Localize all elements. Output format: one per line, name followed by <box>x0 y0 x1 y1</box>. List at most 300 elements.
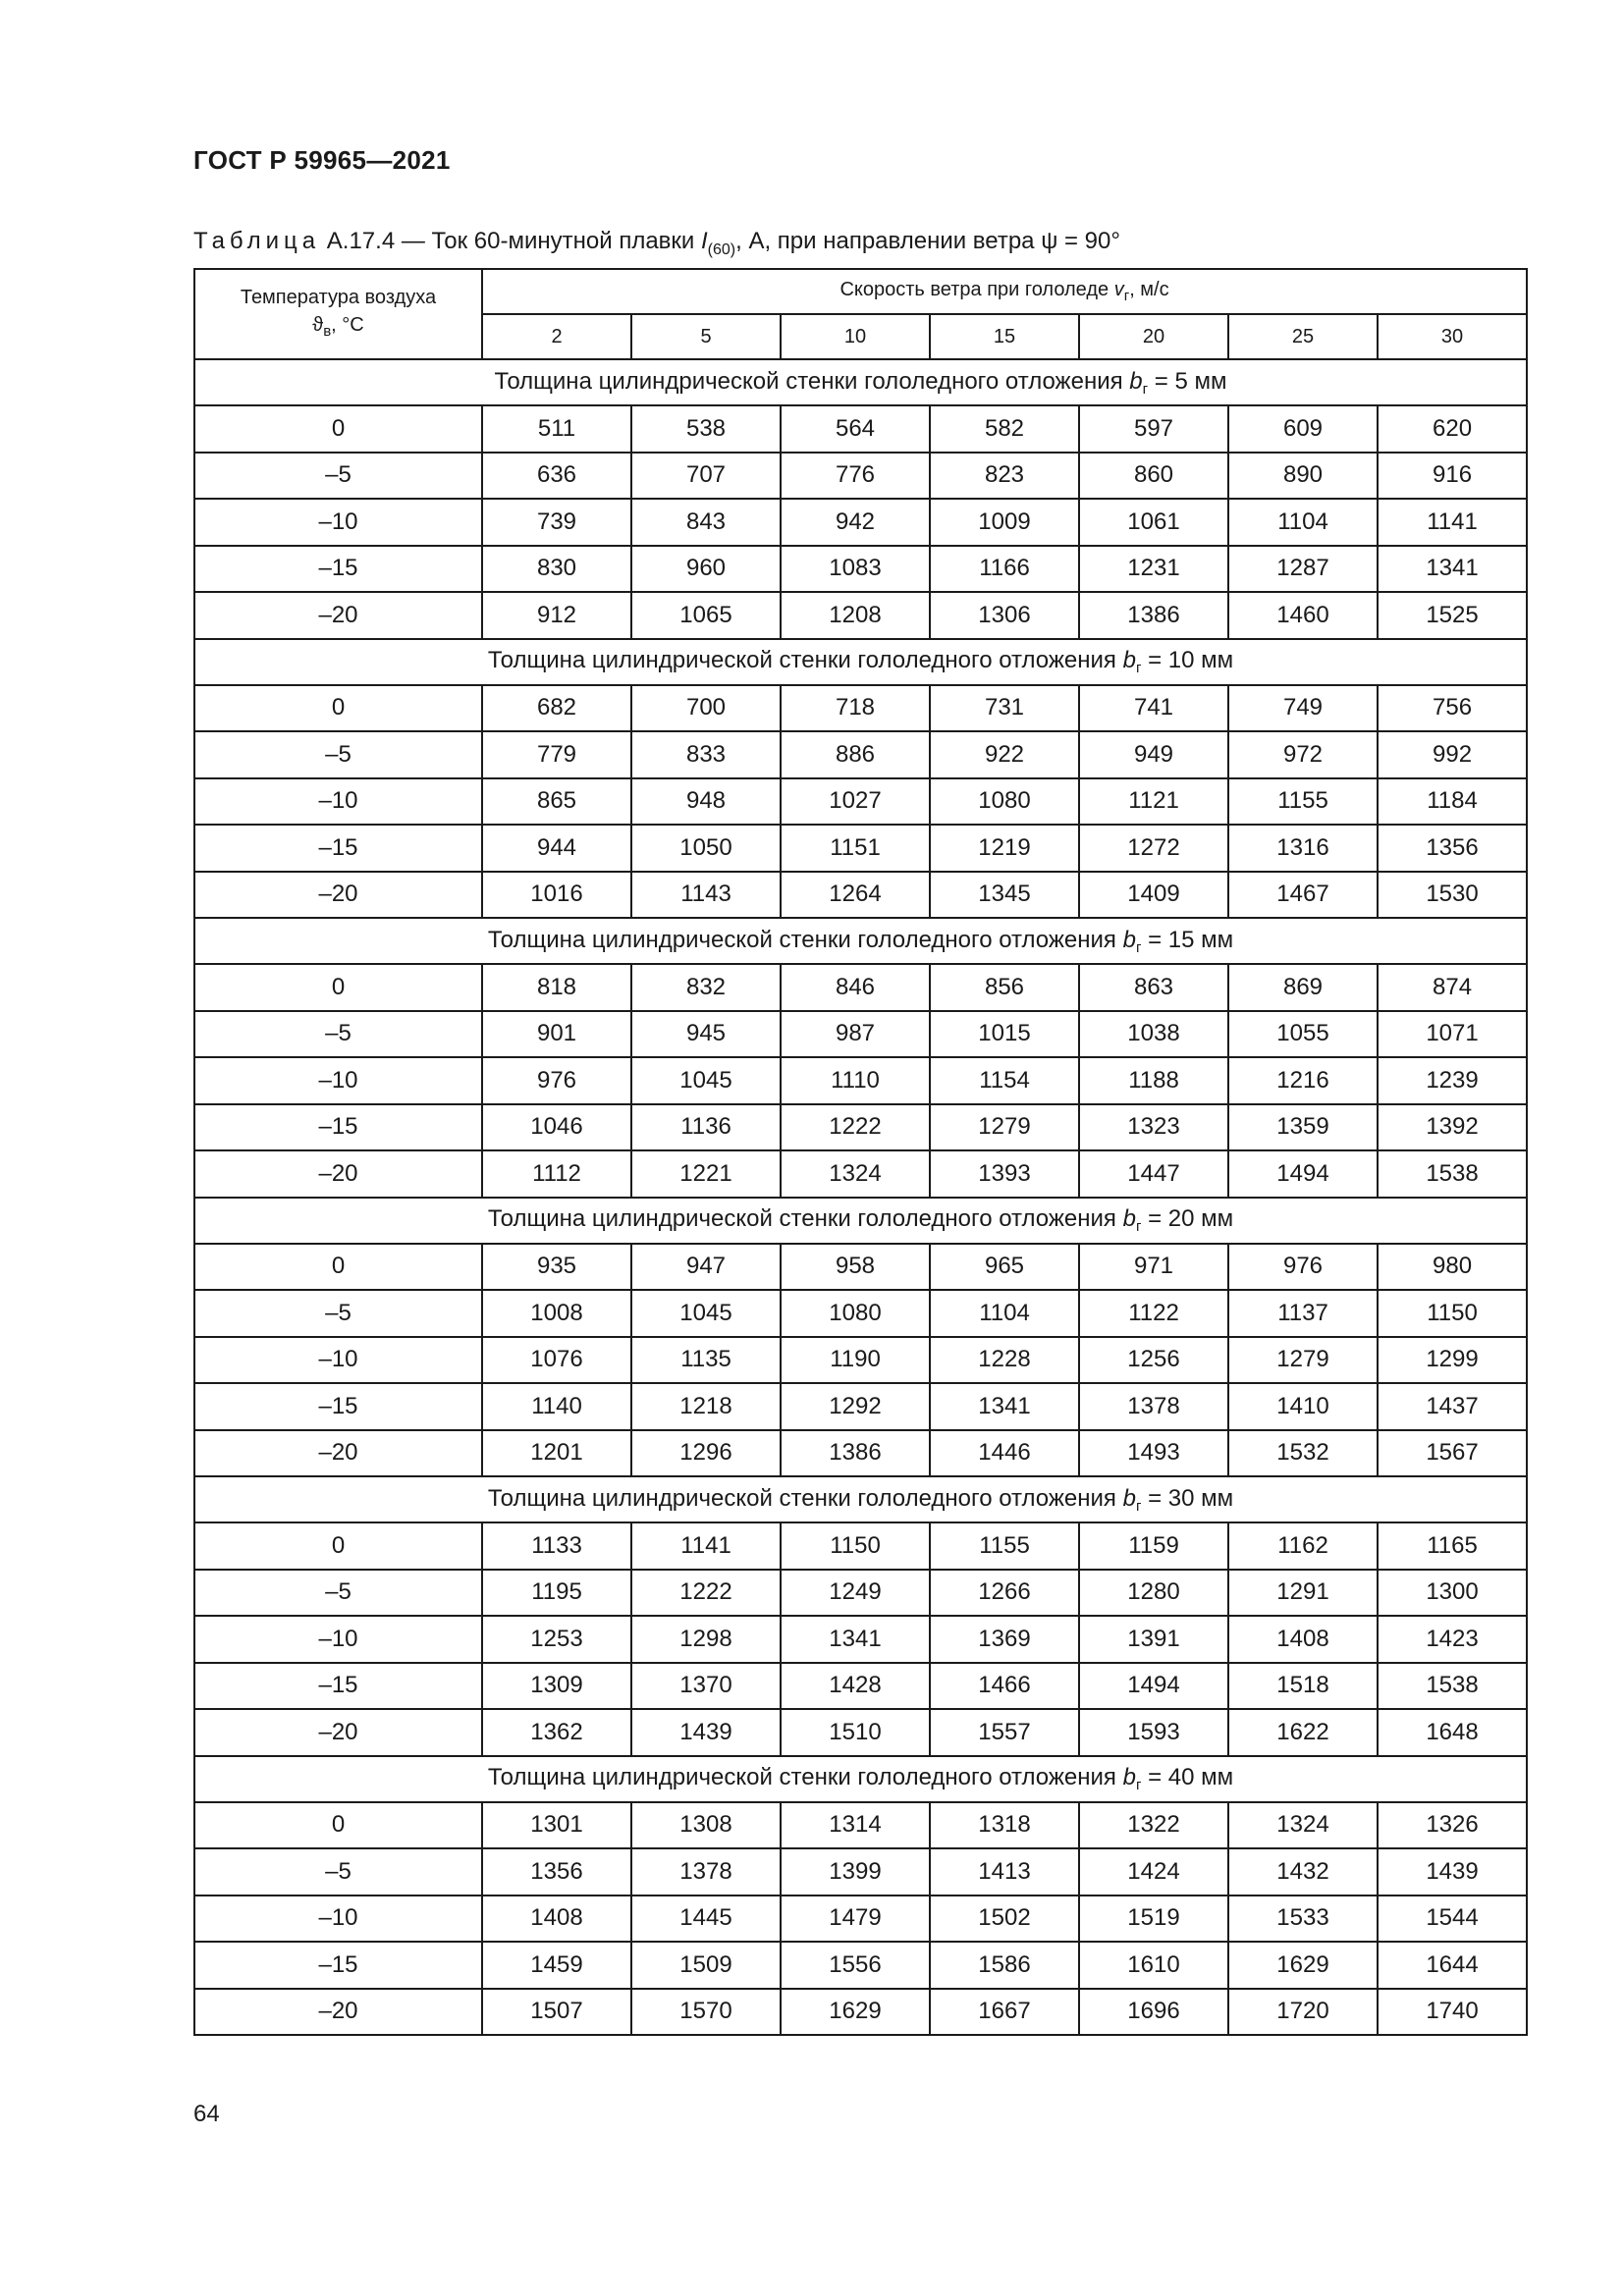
table-row <box>194 1802 1527 1849</box>
current-value-cell: 609 <box>1228 405 1378 453</box>
current-value-cell: 1362 <box>482 1709 631 1756</box>
table-row <box>194 1290 1527 1337</box>
current-value-cell: 1479 <box>781 1896 930 1943</box>
temperature-cell: –15 <box>194 546 482 593</box>
table-row <box>194 872 1527 919</box>
current-value-cell: 1292 <box>781 1383 930 1430</box>
current-value-cell: 1323 <box>1079 1104 1228 1151</box>
current-value-cell: 1445 <box>631 1896 781 1943</box>
current-value-cell: 1322 <box>1079 1802 1228 1849</box>
speed-column-header: 25 <box>1228 314 1378 359</box>
current-table <box>193 268 1528 2036</box>
group-header-cell <box>194 1476 1527 1522</box>
temperature-header-unit: , °C <box>331 313 364 336</box>
current-value-cell: 972 <box>1228 731 1378 778</box>
table-row <box>194 1057 1527 1104</box>
table-row <box>194 453 1527 500</box>
current-value-cell: 1314 <box>781 1802 930 1849</box>
group-value: = 20 мм <box>1141 1205 1234 1232</box>
current-value-cell: 1318 <box>930 1802 1079 1849</box>
current-value-cell: 1432 <box>1228 1848 1378 1896</box>
current-value-cell: 739 <box>482 499 631 546</box>
current-value-cell: 1222 <box>781 1104 930 1151</box>
current-value-cell: 1104 <box>930 1290 1079 1337</box>
current-value-cell: 1299 <box>1378 1337 1527 1384</box>
group-header-row <box>194 639 1527 685</box>
current-value-cell: 1408 <box>482 1896 631 1943</box>
speed-header-sub: г <box>1123 288 1130 304</box>
current-value-cell: 1667 <box>930 1989 1079 2036</box>
group-label: Толщина цилиндрической стенки гололедного отложения <box>487 1764 1123 1790</box>
caption-label: Таблица <box>193 228 321 254</box>
temperature-cell: 0 <box>194 1244 482 1291</box>
current-value-cell: 1518 <box>1228 1663 1378 1710</box>
current-value-cell: 1188 <box>1079 1057 1228 1104</box>
temperature-cell: 0 <box>194 405 482 453</box>
temperature-cell: –15 <box>194 1104 482 1151</box>
group-value: = 30 мм <box>1141 1484 1234 1512</box>
current-value-cell: 1112 <box>482 1150 631 1198</box>
current-value-cell: 1538 <box>1378 1150 1527 1198</box>
current-value-cell: 901 <box>482 1011 631 1058</box>
current-value-cell: 1544 <box>1378 1896 1527 1943</box>
current-value-cell: 1586 <box>930 1942 1079 1989</box>
caption-text-after: , А, при направлении ветра ψ = 90° <box>735 228 1120 254</box>
temperature-cell: –10 <box>194 1337 482 1384</box>
current-value-cell: 1279 <box>1228 1337 1378 1384</box>
temperature-cell: –15 <box>194 825 482 872</box>
current-value-cell: 741 <box>1079 685 1228 732</box>
temperature-cell: –10 <box>194 1057 482 1104</box>
current-value-cell: 1208 <box>781 592 930 639</box>
current-value-cell: 756 <box>1378 685 1527 732</box>
current-value-cell: 597 <box>1079 405 1228 453</box>
current-value-cell: 1249 <box>781 1570 930 1617</box>
current-value-cell: 846 <box>781 964 930 1011</box>
current-value-cell: 1264 <box>781 872 930 919</box>
current-value-cell: 1065 <box>631 592 781 639</box>
speed-column-header: 30 <box>1378 314 1527 359</box>
current-value-cell: 1009 <box>930 499 1079 546</box>
current-value-cell: 935 <box>482 1244 631 1291</box>
speed-column-header: 10 <box>781 314 930 359</box>
current-value-cell: 823 <box>930 453 1079 500</box>
group-symbol-sub: г <box>1142 380 1149 398</box>
current-value-cell: 1494 <box>1079 1663 1228 1710</box>
group-label: Толщина цилиндрической стенки гололедного отложения <box>487 1205 1123 1232</box>
current-value-cell: 1045 <box>631 1290 781 1337</box>
current-value-cell: 1046 <box>482 1104 631 1151</box>
current-value-cell: 1150 <box>1378 1290 1527 1337</box>
group-header-row <box>194 918 1527 964</box>
current-value-cell: 1166 <box>930 546 1079 593</box>
current-value-cell: 976 <box>1228 1244 1378 1291</box>
temperature-header-symbol: ϑ <box>312 313 324 336</box>
current-value-cell: 1184 <box>1378 778 1527 826</box>
current-value-cell: 863 <box>1079 964 1228 1011</box>
group-header-cell <box>194 1198 1527 1244</box>
current-value-cell: 749 <box>1228 685 1378 732</box>
group-header-cell <box>194 1756 1527 1802</box>
temperature-cell: –5 <box>194 731 482 778</box>
temperature-cell: 0 <box>194 964 482 1011</box>
temperature-cell: 0 <box>194 1522 482 1570</box>
temperature-cell: –15 <box>194 1663 482 1710</box>
group-value: = 5 мм <box>1148 367 1227 395</box>
current-value-cell: 1055 <box>1228 1011 1378 1058</box>
current-value-cell: 731 <box>930 685 1079 732</box>
table-row <box>194 1383 1527 1430</box>
current-value-cell: 912 <box>482 592 631 639</box>
current-value-cell: 1439 <box>1378 1848 1527 1896</box>
current-value-cell: 1740 <box>1378 1989 1527 2036</box>
current-value-cell: 1423 <box>1378 1616 1527 1663</box>
group-symbol: b <box>1122 1205 1136 1232</box>
current-value-cell: 1015 <box>930 1011 1079 1058</box>
document-header: ГОСТ Р 59965—2021 <box>193 145 451 175</box>
current-value-cell: 1466 <box>930 1663 1079 1710</box>
current-value-cell: 1386 <box>1079 592 1228 639</box>
current-value-cell: 947 <box>631 1244 781 1291</box>
speed-column-header: 5 <box>631 314 781 359</box>
temperature-cell: –20 <box>194 872 482 919</box>
current-value-cell: 1326 <box>1378 1802 1527 1849</box>
current-value-cell: 1648 <box>1378 1709 1527 1756</box>
current-value-cell: 1570 <box>631 1989 781 2036</box>
current-value-cell: 942 <box>781 499 930 546</box>
current-value-cell: 1629 <box>1228 1942 1378 1989</box>
current-value-cell: 1218 <box>631 1383 781 1430</box>
table-row <box>194 778 1527 826</box>
current-value-cell: 1424 <box>1079 1848 1228 1896</box>
current-value-cell: 1008 <box>482 1290 631 1337</box>
speed-column-header: 20 <box>1079 314 1228 359</box>
temperature-cell: –5 <box>194 1011 482 1058</box>
current-value-cell: 945 <box>631 1011 781 1058</box>
current-value-cell: 1507 <box>482 1989 631 2036</box>
table-row <box>194 685 1527 732</box>
temperature-cell: –20 <box>194 1430 482 1477</box>
current-value-cell: 1266 <box>930 1570 1079 1617</box>
current-value-cell: 1386 <box>781 1430 930 1477</box>
table-row <box>194 405 1527 453</box>
current-value-cell: 1296 <box>631 1430 781 1477</box>
current-value-cell: 1136 <box>631 1104 781 1151</box>
current-value-cell: 890 <box>1228 453 1378 500</box>
current-value-cell: 1408 <box>1228 1616 1378 1663</box>
group-label: Толщина цилиндрической стенки гололедного отложения <box>487 926 1123 953</box>
current-value-cell: 1538 <box>1378 1663 1527 1710</box>
current-value-cell: 1502 <box>930 1896 1079 1943</box>
current-value-cell: 1141 <box>1378 499 1527 546</box>
current-value-cell: 1439 <box>631 1709 781 1756</box>
temperature-cell: –10 <box>194 499 482 546</box>
group-value: = 10 мм <box>1141 647 1234 673</box>
group-symbol-sub: г <box>1135 1218 1142 1235</box>
current-value-cell: 700 <box>631 685 781 732</box>
current-value-cell: 1341 <box>1378 546 1527 593</box>
speed-header-label: Скорость ветра при гололеде <box>839 279 1114 300</box>
group-header-row <box>194 1198 1527 1244</box>
current-value-cell: 1644 <box>1378 1942 1527 1989</box>
temperature-header <box>194 269 482 359</box>
current-value-cell: 1309 <box>482 1663 631 1710</box>
temperature-cell: –5 <box>194 453 482 500</box>
current-value-cell: 1409 <box>1079 872 1228 919</box>
table-row <box>194 499 1527 546</box>
current-value-cell: 1399 <box>781 1848 930 1896</box>
current-value-cell: 1076 <box>482 1337 631 1384</box>
current-value-cell: 987 <box>781 1011 930 1058</box>
current-value-cell: 1556 <box>781 1942 930 1989</box>
table-row <box>194 1104 1527 1151</box>
current-value-cell: 1159 <box>1079 1522 1228 1570</box>
group-header-cell <box>194 639 1527 685</box>
current-value-cell: 1080 <box>930 778 1079 826</box>
current-value-cell: 1370 <box>631 1663 781 1710</box>
current-value-cell: 980 <box>1378 1244 1527 1291</box>
current-value-cell: 1392 <box>1378 1104 1527 1151</box>
current-value-cell: 1567 <box>1378 1430 1527 1477</box>
temperature-header-label: Температура воздуха <box>240 286 437 308</box>
current-value-cell: 1533 <box>1228 1896 1378 1943</box>
current-value-cell: 1110 <box>781 1057 930 1104</box>
current-value-cell: 1122 <box>1079 1290 1228 1337</box>
current-value-cell: 1369 <box>930 1616 1079 1663</box>
temperature-cell: –15 <box>194 1383 482 1430</box>
current-value-cell: 1301 <box>482 1802 631 1849</box>
current-value-cell: 833 <box>631 731 781 778</box>
current-value-cell: 1239 <box>1378 1057 1527 1104</box>
current-value-cell: 1038 <box>1079 1011 1228 1058</box>
group-value: = 15 мм <box>1141 926 1234 953</box>
temperature-cell: –20 <box>194 1709 482 1756</box>
current-value-cell: 1061 <box>1079 499 1228 546</box>
temperature-cell: –20 <box>194 592 482 639</box>
current-value-cell: 1155 <box>1228 778 1378 826</box>
group-symbol: b <box>1129 367 1143 395</box>
current-value-cell: 1324 <box>1228 1802 1378 1849</box>
current-value-cell: 1162 <box>1228 1522 1378 1570</box>
group-header-cell <box>194 918 1527 964</box>
group-header-cell <box>194 359 1527 405</box>
current-value-cell: 1437 <box>1378 1383 1527 1430</box>
current-value-cell: 1467 <box>1228 872 1378 919</box>
table-row <box>194 1522 1527 1570</box>
temperature-cell: –5 <box>194 1290 482 1337</box>
current-value-cell: 1231 <box>1079 546 1228 593</box>
current-value-cell: 1253 <box>482 1616 631 1663</box>
current-value-cell: 1104 <box>1228 499 1378 546</box>
current-value-cell: 843 <box>631 499 781 546</box>
current-value-cell: 1016 <box>482 872 631 919</box>
table-row <box>194 1430 1527 1477</box>
table-caption <box>193 228 1120 259</box>
current-value-cell: 1696 <box>1079 1989 1228 2036</box>
current-value-cell: 960 <box>631 546 781 593</box>
group-value: = 40 мм <box>1141 1764 1234 1790</box>
current-value-cell: 1359 <box>1228 1104 1378 1151</box>
current-value-cell: 976 <box>482 1057 631 1104</box>
current-value-cell: 1155 <box>930 1522 1079 1570</box>
current-value-cell: 1027 <box>781 778 930 826</box>
current-value-cell: 1493 <box>1079 1430 1228 1477</box>
current-value-cell: 1219 <box>930 825 1079 872</box>
current-value-cell: 1519 <box>1079 1896 1228 1943</box>
current-value-cell: 1460 <box>1228 592 1378 639</box>
table-row <box>194 964 1527 1011</box>
current-value-cell: 856 <box>930 964 1079 1011</box>
table-head <box>194 269 1527 359</box>
current-value-cell: 949 <box>1079 731 1228 778</box>
speed-header <box>482 269 1527 314</box>
current-value-cell: 1510 <box>781 1709 930 1756</box>
group-label: Толщина цилиндрической стенки гололедного отложения <box>487 647 1123 673</box>
current-value-cell: 1190 <box>781 1337 930 1384</box>
current-value-cell: 1447 <box>1079 1150 1228 1198</box>
temperature-cell: –10 <box>194 1896 482 1943</box>
current-value-cell: 948 <box>631 778 781 826</box>
current-value-cell: 718 <box>781 685 930 732</box>
current-value-cell: 1629 <box>781 1989 930 2036</box>
current-value-cell: 944 <box>482 825 631 872</box>
group-symbol: b <box>1122 1484 1136 1512</box>
current-value-cell: 1324 <box>781 1150 930 1198</box>
current-value-cell: 1256 <box>1079 1337 1228 1384</box>
current-value-cell: 564 <box>781 405 930 453</box>
current-value-cell: 1622 <box>1228 1709 1378 1756</box>
current-value-cell: 620 <box>1378 405 1527 453</box>
table-body <box>194 359 1527 2035</box>
current-value-cell: 1316 <box>1228 825 1378 872</box>
current-value-cell: 1121 <box>1079 778 1228 826</box>
current-value-cell: 1300 <box>1378 1570 1527 1617</box>
table-row <box>194 1709 1527 1756</box>
current-value-cell: 1150 <box>781 1522 930 1570</box>
table-row <box>194 1011 1527 1058</box>
current-value-cell: 1221 <box>631 1150 781 1198</box>
temperature-cell: –5 <box>194 1848 482 1896</box>
current-value-cell: 682 <box>482 685 631 732</box>
current-value-cell: 1050 <box>631 825 781 872</box>
temperature-cell: 0 <box>194 1802 482 1849</box>
group-symbol: b <box>1122 1764 1136 1790</box>
current-value-cell: 1222 <box>631 1570 781 1617</box>
current-value-cell: 1393 <box>930 1150 1079 1198</box>
current-value-cell: 1280 <box>1079 1570 1228 1617</box>
current-value-cell: 1195 <box>482 1570 631 1617</box>
current-value-cell: 1446 <box>930 1430 1079 1477</box>
current-value-cell: 707 <box>631 453 781 500</box>
current-value-cell: 1428 <box>781 1663 930 1710</box>
table-row <box>194 825 1527 872</box>
group-header-row <box>194 1476 1527 1522</box>
temperature-cell: 0 <box>194 685 482 732</box>
group-header-row <box>194 359 1527 405</box>
table-row <box>194 1616 1527 1663</box>
current-value-cell: 1071 <box>1378 1011 1527 1058</box>
current-value-cell: 1141 <box>631 1522 781 1570</box>
current-value-cell: 779 <box>482 731 631 778</box>
temperature-cell: –10 <box>194 1616 482 1663</box>
table-row <box>194 1942 1527 1989</box>
group-symbol-sub: г <box>1135 660 1142 676</box>
current-value-cell: 1557 <box>930 1709 1079 1756</box>
current-value-cell: 1413 <box>930 1848 1079 1896</box>
table-row <box>194 592 1527 639</box>
current-value-cell: 1494 <box>1228 1150 1378 1198</box>
current-value-cell: 1298 <box>631 1616 781 1663</box>
current-value-cell: 1459 <box>482 1942 631 1989</box>
caption-text-before: А.17.4 — Ток 60-минутной плавки <box>326 228 701 254</box>
current-value-cell: 1345 <box>930 872 1079 919</box>
table-row <box>194 1663 1527 1710</box>
current-value-cell: 965 <box>930 1244 1079 1291</box>
speed-header-symbol: v <box>1113 279 1124 300</box>
group-header-row <box>194 1756 1527 1802</box>
current-value-cell: 1525 <box>1378 592 1527 639</box>
current-value-cell: 1308 <box>631 1802 781 1849</box>
current-value-cell: 1341 <box>930 1383 1079 1430</box>
table-row <box>194 1896 1527 1943</box>
current-value-cell: 1135 <box>631 1337 781 1384</box>
current-value-cell: 1165 <box>1378 1522 1527 1570</box>
current-value-cell: 538 <box>631 405 781 453</box>
caption-symbol-sub: (60) <box>707 240 736 258</box>
current-value-cell: 874 <box>1378 964 1527 1011</box>
current-value-cell: 1201 <box>482 1430 631 1477</box>
current-value-cell: 1410 <box>1228 1383 1378 1430</box>
current-value-cell: 1530 <box>1378 872 1527 919</box>
speed-column-header: 2 <box>482 314 631 359</box>
current-value-cell: 776 <box>781 453 930 500</box>
current-value-cell: 958 <box>781 1244 930 1291</box>
current-value-cell: 830 <box>482 546 631 593</box>
table-row <box>194 1337 1527 1384</box>
temperature-cell: –10 <box>194 778 482 826</box>
group-symbol-sub: г <box>1135 1777 1142 1793</box>
current-value-cell: 1137 <box>1228 1290 1378 1337</box>
current-value-cell: 860 <box>1079 453 1228 500</box>
group-symbol-sub: г <box>1135 938 1142 956</box>
temperature-cell: –20 <box>194 1989 482 2036</box>
current-value-cell: 1279 <box>930 1104 1079 1151</box>
current-value-cell: 1356 <box>482 1848 631 1896</box>
speed-header-unit: , м/с <box>1129 279 1169 300</box>
current-value-cell: 1154 <box>930 1057 1079 1104</box>
current-value-cell: 1356 <box>1378 825 1527 872</box>
table-row <box>194 546 1527 593</box>
current-value-cell: 818 <box>482 964 631 1011</box>
current-value-cell: 1045 <box>631 1057 781 1104</box>
current-value-cell: 1216 <box>1228 1057 1378 1104</box>
current-value-cell: 582 <box>930 405 1079 453</box>
table-row <box>194 1989 1527 2036</box>
current-value-cell: 1610 <box>1079 1942 1228 1989</box>
current-value-cell: 992 <box>1378 731 1527 778</box>
caption-symbol: I <box>701 228 708 254</box>
table-row <box>194 1848 1527 1896</box>
current-value-cell: 1133 <box>482 1522 631 1570</box>
current-value-cell: 971 <box>1079 1244 1228 1291</box>
current-value-cell: 1720 <box>1228 1989 1378 2036</box>
current-value-cell: 916 <box>1378 453 1527 500</box>
current-value-cell: 832 <box>631 964 781 1011</box>
temperature-cell: –15 <box>194 1942 482 1989</box>
current-value-cell: 1083 <box>781 546 930 593</box>
current-value-cell: 1593 <box>1079 1709 1228 1756</box>
current-value-cell: 1291 <box>1228 1570 1378 1617</box>
